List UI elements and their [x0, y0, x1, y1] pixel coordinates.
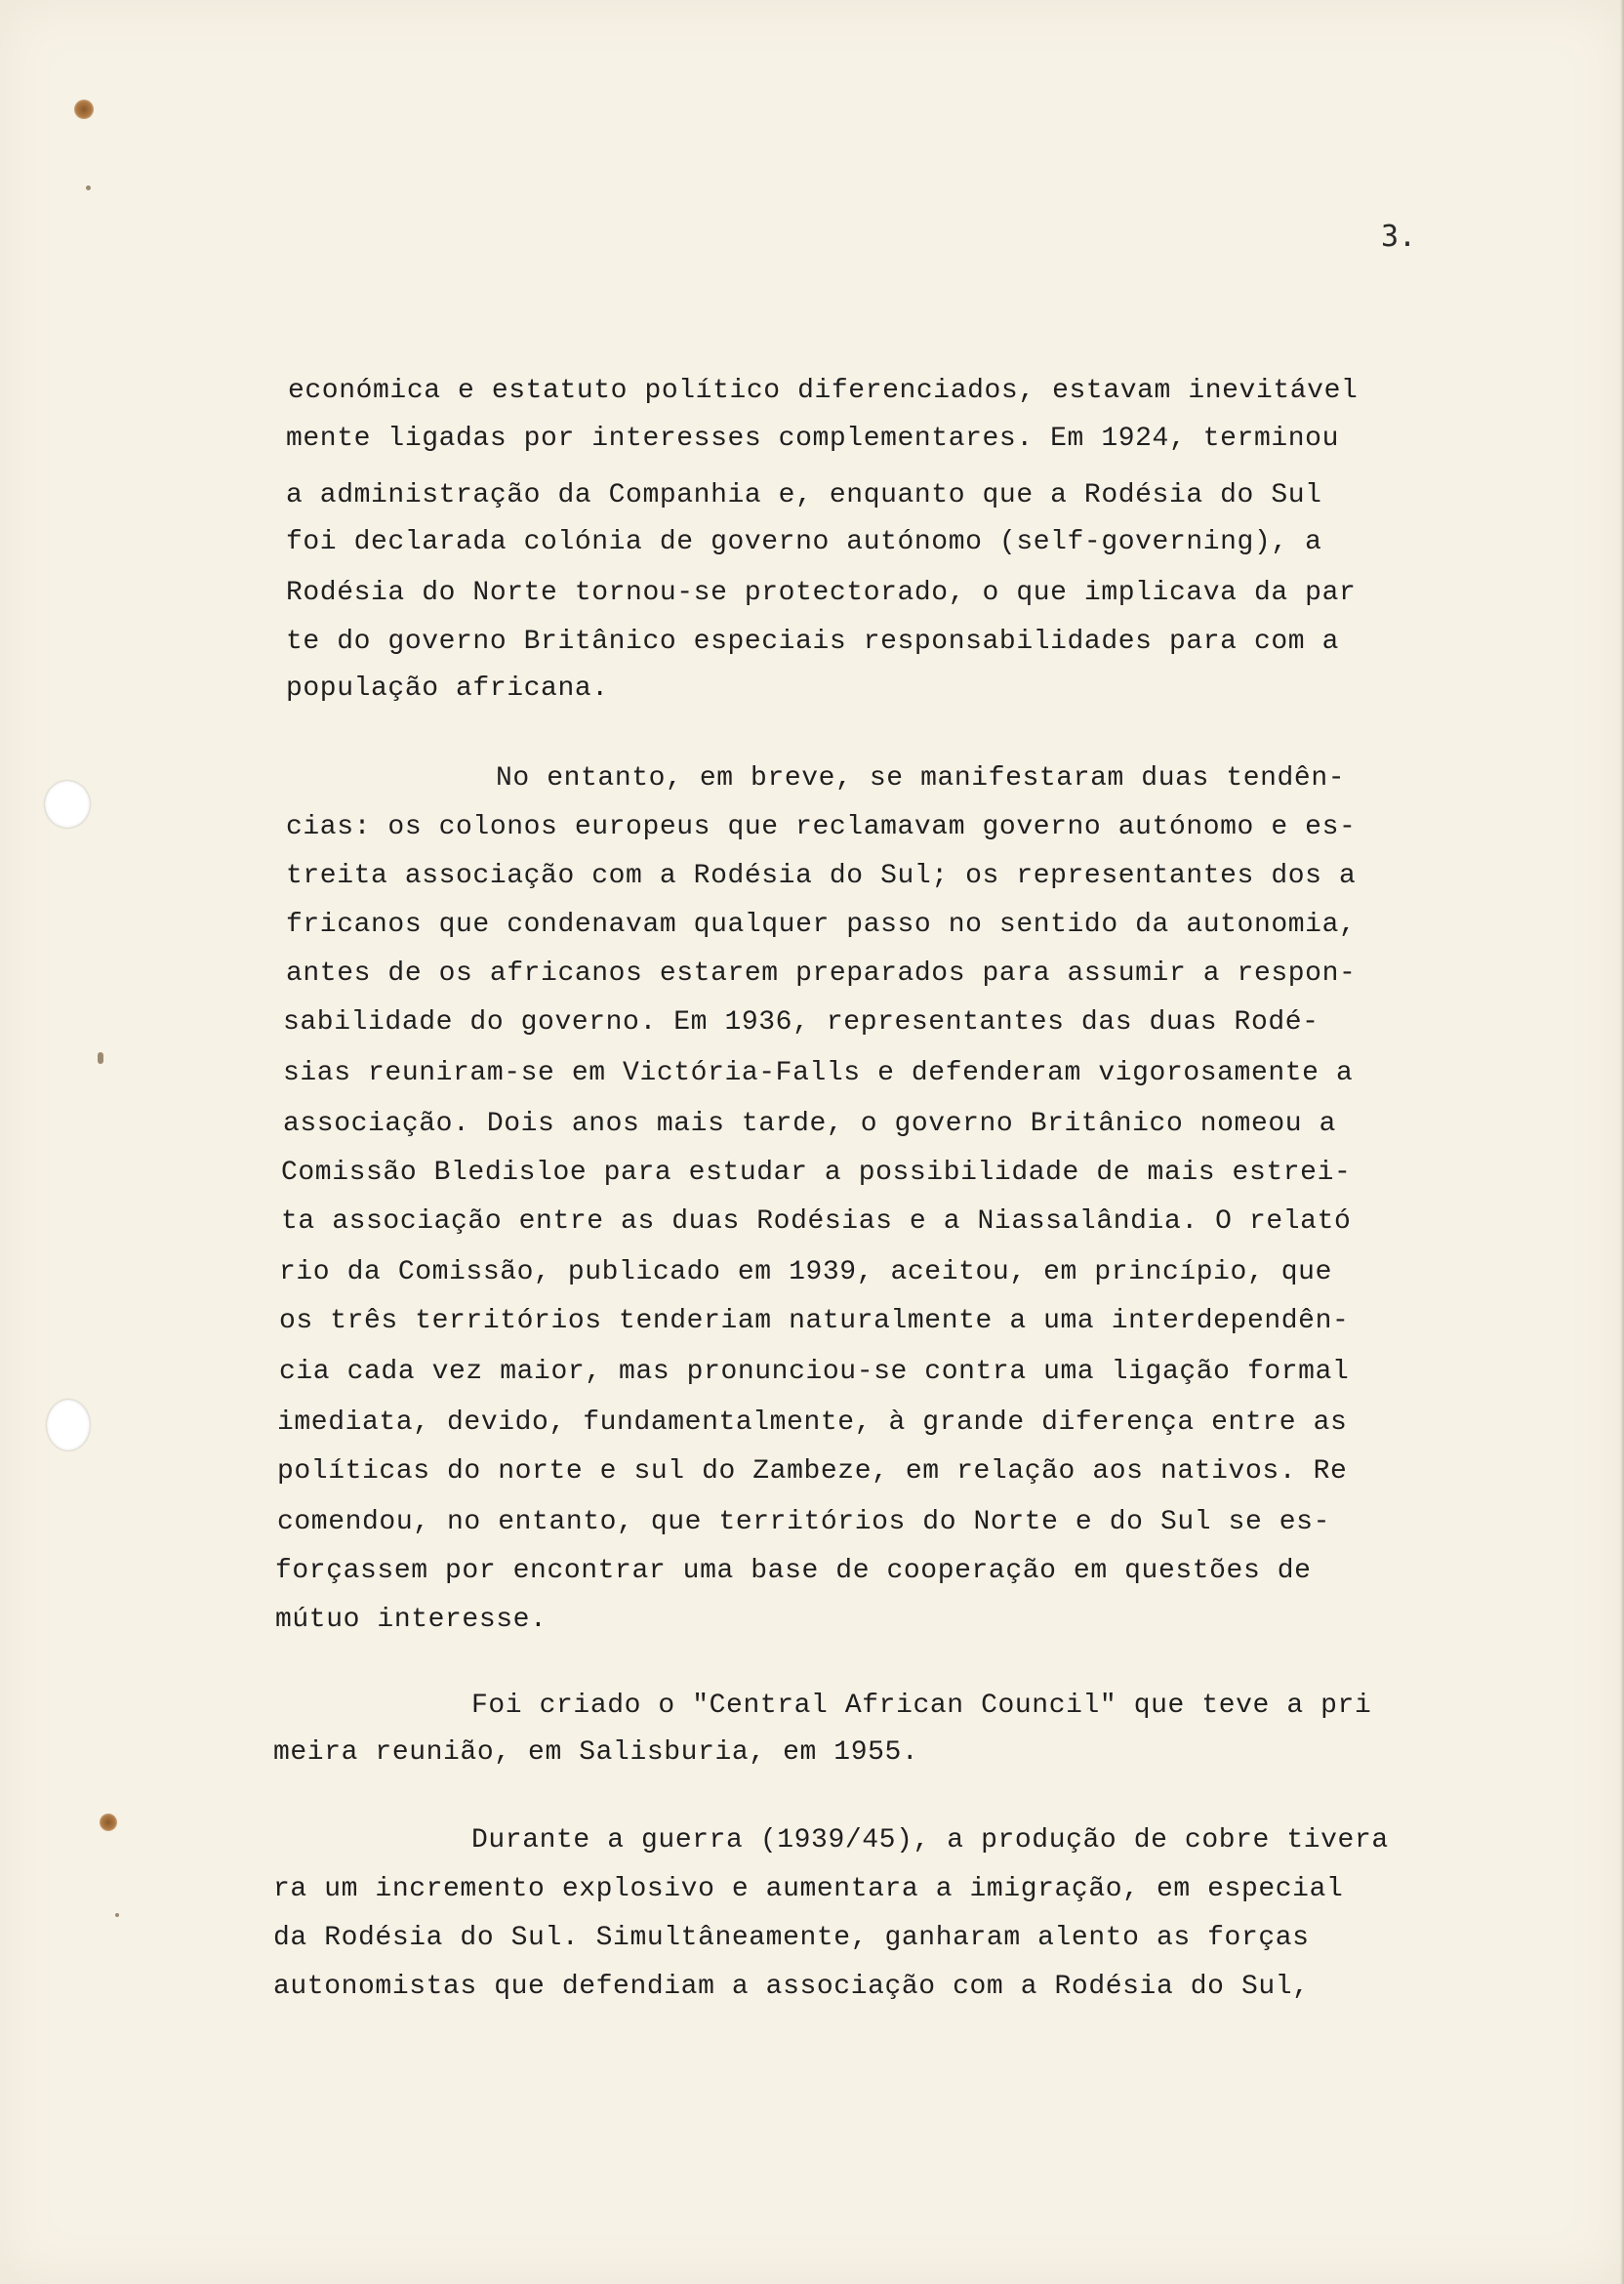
- text-line: cias: os colonos europeus que reclamavam governo autónomo e es-: [286, 812, 1357, 842]
- text-line: associação. Dois anos mais tarde, o governo Britânico nomeou a: [283, 1109, 1336, 1139]
- text-line: te do governo Britânico especiais responsabilidades para com a: [286, 627, 1339, 657]
- text-line: forçassem por encontrar uma base de cooperação em questões de: [275, 1556, 1312, 1586]
- text-line: ra um incremento explosivo e aumentara a imigração, em especial: [273, 1874, 1344, 1904]
- rust-spot-top: [74, 100, 94, 119]
- text-line: comendou, no entanto, que territórios do Norte e do Sul se es-: [277, 1507, 1330, 1537]
- text-line: políticas do norte e sul do Zambeze, em relação aos nativos. Re: [277, 1456, 1348, 1487]
- paper-mark-3: [115, 1913, 119, 1917]
- text-line: sias reuniram-se em Victória-Falls e defenderam vigorosamente a: [283, 1058, 1354, 1088]
- text-line: os três territórios tenderiam naturalmente a uma interdependên-: [279, 1306, 1350, 1336]
- text-line: Durante a guerra (1939/45), a produção de cobre tivera: [471, 1825, 1389, 1856]
- paper-mark-2: [98, 1052, 103, 1064]
- text-line: sabilidade do governo. Em 1936, representantes das duas Rodé-: [283, 1007, 1320, 1038]
- text-line: imediata, devido, fundamentalmente, à grande diferença entre as: [277, 1407, 1348, 1438]
- text-line: antes de os africanos estarem preparados para assumir a respon-: [286, 958, 1357, 989]
- rust-spot-bottom: [100, 1814, 117, 1831]
- text-line: Foi criado o "Central African Council" que teve a pri: [471, 1691, 1372, 1721]
- paper-mark-1: [86, 185, 91, 190]
- text-line: meira reunião, em Salisburia, em 1955.: [273, 1737, 919, 1768]
- text-line: No entanto, em breve, se manifestaram duas tendên-: [496, 763, 1346, 794]
- text-line: cia cada vez maior, mas pronunciou-se contra uma ligação formal: [279, 1357, 1350, 1387]
- text-line: económica e estatuto político diferenciados, estavam inevitável: [288, 376, 1359, 406]
- punch-hole-top: [45, 781, 90, 828]
- text-line: foi declarada colónia de governo autónomo (self-governing), a: [286, 527, 1322, 557]
- text-line: autonomistas que defendiam a associação com a Rodésia do Sul,: [273, 1972, 1310, 2002]
- text-line: ta associação entre as duas Rodésias e a Niassalândia. O relató: [281, 1206, 1352, 1237]
- text-line: fricanos que condenavam qualquer passo no sentido da autonomia,: [286, 910, 1357, 940]
- text-line: mente ligadas por interesses complementares. Em 1924, terminou: [286, 424, 1339, 454]
- text-line: da Rodésia do Sul. Simultâneamente, ganharam alento as forças: [273, 1923, 1310, 1953]
- text-line: a administração da Companhia e, enquanto que a Rodésia do Sul: [286, 480, 1322, 510]
- text-line: mútuo interesse.: [275, 1605, 548, 1635]
- page-edge-shadow: [1620, 0, 1624, 2284]
- text-line: Comissão Bledisloe para estudar a possibilidade de mais estrei-: [281, 1158, 1352, 1188]
- text-line: Rodésia do Norte tornou-se protectorado, o que implicava da par: [286, 578, 1357, 608]
- text-line: rio da Comissão, publicado em 1939, aceitou, em princípio, que: [279, 1257, 1332, 1287]
- punch-hole-bottom: [47, 1400, 90, 1450]
- text-line: treita associação com a Rodésia do Sul; os representantes dos a: [286, 861, 1357, 891]
- page-number: 3.: [1381, 220, 1417, 254]
- text-line: população africana.: [286, 673, 609, 704]
